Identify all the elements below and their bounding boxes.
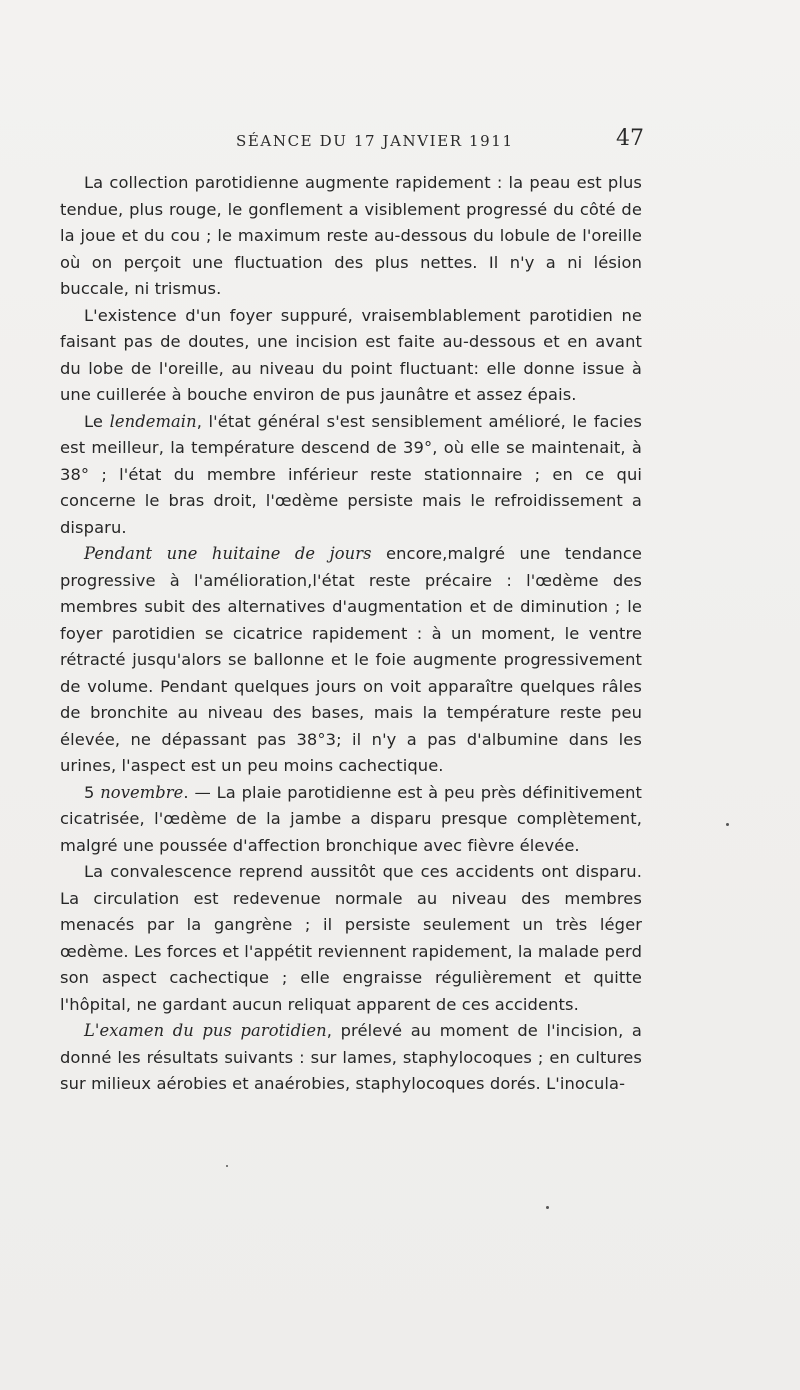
paragraph-text: , l'état général s'est sensiblement amélioré, le facies est meilleur, la température descend de 39°, où elle se maintenait, à 38° ; l'état du membre inférieur reste stationnaire ; en ce qui concerne le bras droit, l'œdème persiste mais le refroidissement a disparu. — [60, 411, 643, 537]
paragraph-lead: 5 — [84, 782, 101, 802]
paragraph-text: La collection parotidienne augmente rapidement : la peau est plus tendue, plus rouge, le gonflement a visiblement progressé du côté de la joue et du cou ; le maximum reste au-dessous du lobule de l'oreille où on perçoit une fluctuation des plus nettes. Il n'y a ni lésion buccale, ni trismus. — [60, 173, 642, 298]
paragraph — [60, 170, 642, 303]
paragraph-text: L'existence d'un foyer suppuré, vraisemblablement parotidien ne faisant pas de doutes, une incision est faite au-dessous et en avant du lobe de l'oreille, au niveau du point fluctuant: elle donne issue à une cuillerée à bouche environ de pus jaunâtre et assez épais. — [60, 305, 642, 404]
page-header — [0, 126, 800, 156]
paragraph-text: encore,malgré une tendance progressive à l'amélioration,l'état reste précaire : l'œdème des membres subit des alternatives d'augmentation et de diminution ; le foyer parotidien se cicatrice rapidement : à un moment, le ventre rétracté jusqu'alors se ballonne et le foie augmente progressivement de volume. Pendant quelques jours on voit apparaître quelques râles de bronchite au niveau des bases, mais la température reste peu élevée, ne dépassant pas 38°3; il n'y a pas d'albumine dans les urines, l'aspect est un peu moins cachectique. — [60, 544, 643, 775]
paragraph — [60, 409, 642, 542]
paragraph-text: . — La plaie parotidienne est à peu près définitivement cicatrisée, l'œdème de la jambe a disparu presque complètement, malgré une poussée d'affection bronchique avec fièvre élevée. — [60, 782, 643, 855]
paragraph — [60, 1018, 642, 1098]
paragraph-text: , prélevé au moment de l'incision, a donné les résultats suivants : sur lames, staphylocoques ; en cultures sur milieux aérobies et anaérobies, staphylocoques dorés. L'inocula- — [60, 1021, 642, 1093]
page-number: 47 — [616, 126, 644, 151]
paragraph — [60, 541, 642, 780]
paragraph-lead: Le — [84, 411, 110, 431]
paragraph-text: La convalescence reprend aussitôt que ces accidents ont disparu. La circulation est redevenue normale au niveau des membres menacés par la gangrène ; il persiste seulement un très léger œdème. Les forces et l'appétit reviennent rapidement, la malade perd son aspect cachectique ; elle engraisse régulièrement et quitte l'hôpital, ne gardant aucun reliquat apparent de ces accidents. — [60, 862, 642, 1014]
paragraph — [60, 303, 642, 409]
print-speck — [226, 1165, 228, 1167]
print-speck — [546, 1206, 549, 1209]
print-speck — [726, 823, 729, 826]
italic-phrase: L'examen du pus parotidien — [84, 1021, 327, 1040]
running-title: SÉANCE DU 17 JANVIER 1911 — [236, 132, 514, 150]
italic-phrase: Pendant une huitaine de jours — [84, 544, 372, 563]
paragraph — [60, 859, 642, 1018]
paragraph — [60, 780, 642, 860]
italic-phrase: novembre — [100, 782, 184, 802]
italic-phrase: lendemain — [109, 411, 197, 431]
body-text — [60, 170, 642, 1098]
